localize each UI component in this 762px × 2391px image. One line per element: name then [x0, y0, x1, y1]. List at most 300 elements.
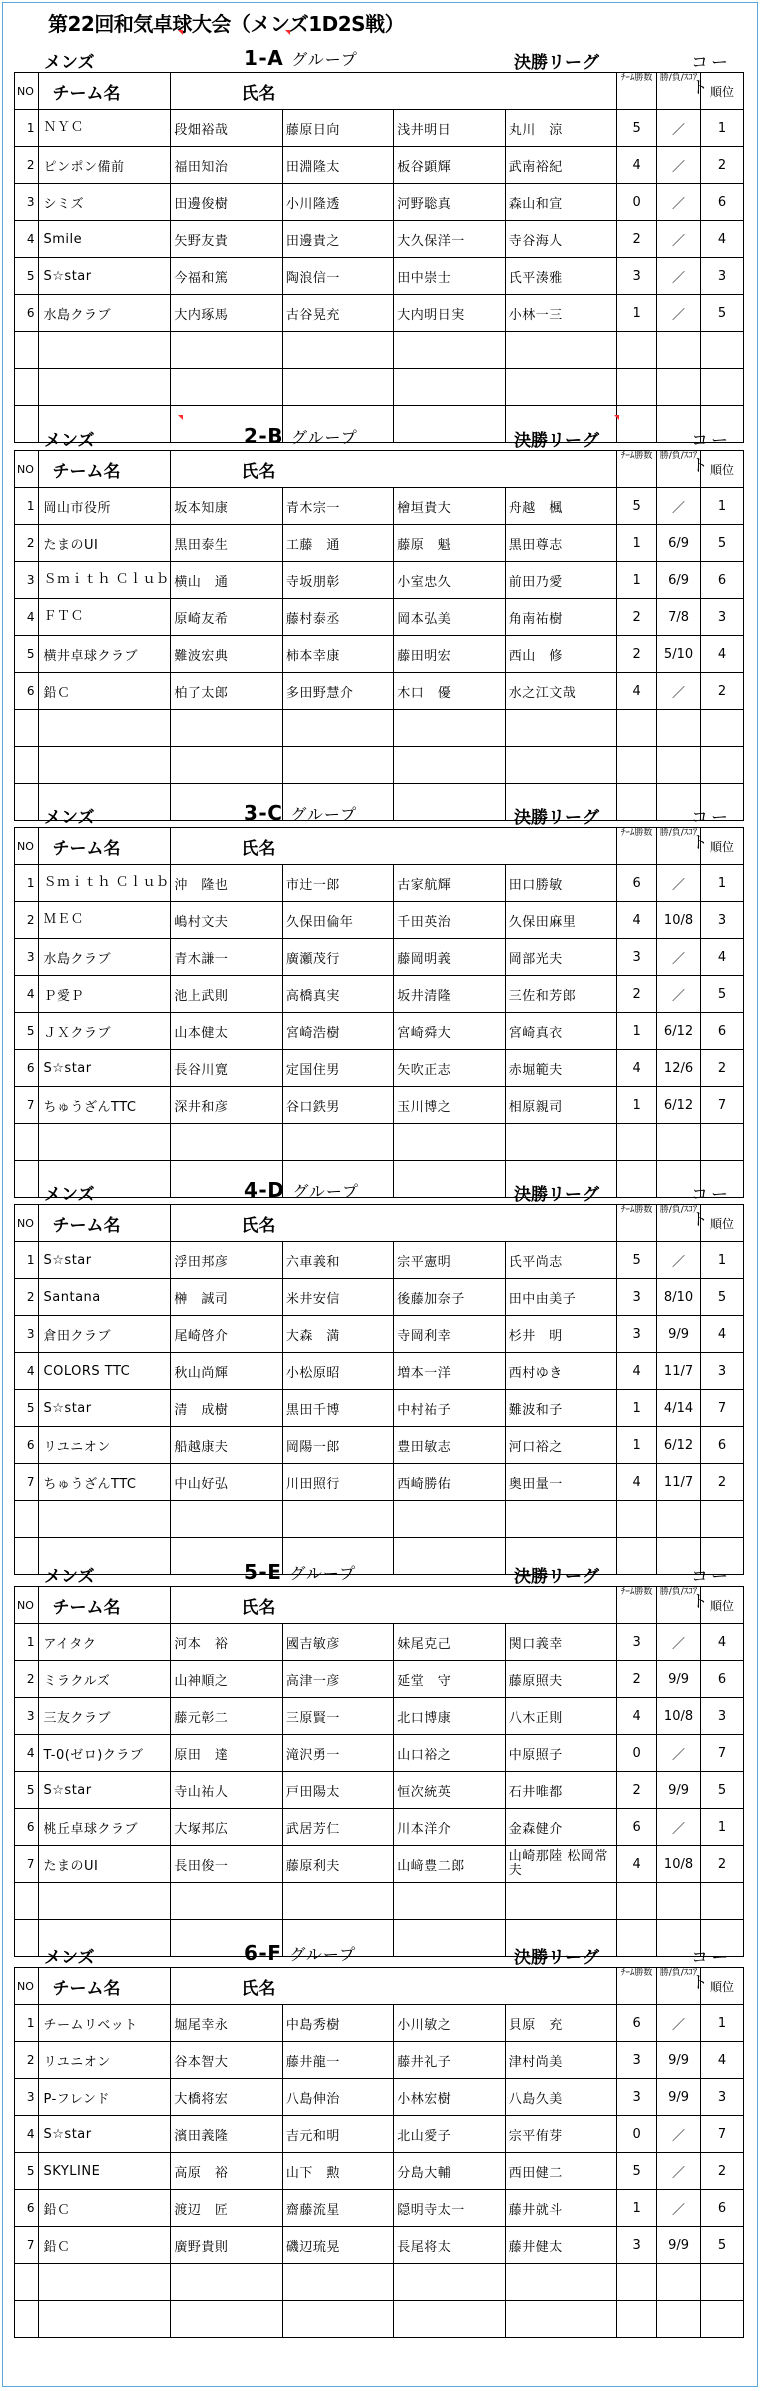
- group-5-e: [14, 1556, 744, 1957]
- comment-marker-icon: [285, 30, 290, 35]
- table-row: [15, 1772, 744, 1809]
- row-no: 1: [15, 1242, 39, 1279]
- score: 10/8: [657, 902, 701, 939]
- row-no: 3: [15, 184, 39, 221]
- team-name: 鉛Ｃ: [38, 673, 171, 710]
- player-name: 高原 裕: [171, 2153, 282, 2190]
- group-table: [14, 1967, 744, 2338]
- blank-cell: [171, 332, 282, 369]
- blank-cell: [38, 2264, 171, 2301]
- rank: 7: [701, 1087, 744, 1124]
- blank-cell: [38, 2301, 171, 2338]
- blank-cell: [38, 1501, 171, 1538]
- player-name: 西崎勝佑: [394, 1464, 505, 1501]
- table-row: [15, 1624, 744, 1661]
- group-id: 6-F: [244, 1941, 282, 1965]
- player-name: 森山和宣: [505, 184, 616, 221]
- rank: 6: [701, 1013, 744, 1050]
- player-name: 高橋真実: [282, 976, 393, 1013]
- rank: 3: [701, 1698, 744, 1735]
- player-name: 石井唯都: [505, 1772, 616, 1809]
- table-row: [15, 2190, 744, 2227]
- player-name: 宮崎浩樹: [282, 1013, 393, 1050]
- row-no: 7: [15, 1087, 39, 1124]
- player-name: 浅井明日: [394, 110, 505, 147]
- rank: 2: [701, 147, 744, 184]
- player-name: 矢野友貴: [171, 221, 282, 258]
- player-name: 三原賢一: [282, 1698, 393, 1735]
- row-no: 3: [15, 939, 39, 976]
- table-row: [15, 1809, 744, 1846]
- table-row: [15, 939, 744, 976]
- team-wins: 1: [617, 562, 657, 599]
- group-name: [244, 46, 358, 70]
- blank-cell: [701, 2301, 744, 2338]
- player-name: 隠明寺太一: [394, 2190, 505, 2227]
- team-wins: 3: [617, 939, 657, 976]
- group-table: [14, 1586, 744, 1957]
- score: 9/9: [657, 2227, 701, 2264]
- team-name: COLORS TTC: [38, 1353, 171, 1390]
- score: 6/12: [657, 1013, 701, 1050]
- table-row: [15, 2042, 744, 2079]
- rank: 1: [701, 1242, 744, 1279]
- blank-cell: [701, 1883, 744, 1920]
- mens-label: メンズ: [44, 53, 95, 73]
- team-name: SKYLINE: [38, 2153, 171, 2190]
- blank-cell: [657, 369, 701, 406]
- player-name: 青木宗一: [282, 488, 393, 525]
- player-name: 齋藤流星: [282, 2190, 393, 2227]
- team-name: 水島クラブ: [38, 295, 171, 332]
- team-name: ＮＹＣ: [38, 110, 171, 147]
- player-name: 藤岡明義: [394, 939, 505, 976]
- score: ／: [657, 2116, 701, 2153]
- team-wins: 2: [617, 636, 657, 673]
- blank-cell: [15, 710, 39, 747]
- col-names: 氏名: [171, 1587, 617, 1624]
- final-league-label: 決勝リーグ: [514, 808, 599, 828]
- rank: 7: [701, 2116, 744, 2153]
- row-no: 2: [15, 1661, 39, 1698]
- score: 9/9: [657, 1661, 701, 1698]
- group-id: 1-A: [244, 46, 284, 70]
- blank-cell: [394, 332, 505, 369]
- blank-cell: [657, 2264, 701, 2301]
- blank-cell: [617, 1501, 657, 1538]
- team-name: S☆star: [38, 1772, 171, 1809]
- player-name: 六車義和: [282, 1242, 393, 1279]
- player-name: 大森 満: [282, 1316, 393, 1353]
- header-row: [15, 1968, 744, 2005]
- comment-marker-icon: [614, 415, 619, 420]
- score: ／: [657, 295, 701, 332]
- player-name: 柿本幸康: [282, 636, 393, 673]
- team-wins: 1: [617, 1427, 657, 1464]
- score: ／: [657, 2190, 701, 2227]
- col-team: チーム名: [38, 1587, 171, 1624]
- blank-cell: [505, 747, 616, 784]
- team-wins: 1: [617, 1390, 657, 1427]
- player-name: 中島秀樹: [282, 2005, 393, 2042]
- group-suffix: グループ: [289, 1564, 357, 1583]
- player-name: 谷口鉄男: [282, 1087, 393, 1124]
- score: 9/9: [657, 1772, 701, 1809]
- row-no: 4: [15, 599, 39, 636]
- team-name: S☆star: [38, 1050, 171, 1087]
- blank-cell: [505, 2264, 616, 2301]
- blank-cell: [505, 332, 616, 369]
- team-wins: 2: [617, 976, 657, 1013]
- team-name: 水島クラブ: [38, 939, 171, 976]
- player-name: 北口博康: [394, 1698, 505, 1735]
- blank-row: [15, 710, 744, 747]
- rank: 5: [701, 2227, 744, 2264]
- player-name: 磯辺琉晃: [282, 2227, 393, 2264]
- player-name: 岡部光夫: [505, 939, 616, 976]
- player-name: 岡陽一郎: [282, 1427, 393, 1464]
- team-name: 鉛Ｃ: [38, 2227, 171, 2264]
- blank-cell: [171, 1883, 282, 1920]
- blank-cell: [15, 332, 39, 369]
- team-wins: 2: [617, 1661, 657, 1698]
- group-4-d: [14, 1174, 744, 1575]
- blank-cell: [171, 2264, 282, 2301]
- player-name: 米井安信: [282, 1279, 393, 1316]
- blank-cell: [171, 1501, 282, 1538]
- player-name: 恒次統英: [394, 1772, 505, 1809]
- player-name: 延堂 守: [394, 1661, 505, 1698]
- blank-cell: [617, 710, 657, 747]
- team-wins: 0: [617, 2116, 657, 2153]
- group-suffix: グループ: [292, 1182, 360, 1201]
- player-name: 藤田明宏: [394, 636, 505, 673]
- team-name: S☆star: [38, 1242, 171, 1279]
- player-name: 黒田尊志: [505, 525, 616, 562]
- table-row: [15, 2153, 744, 2190]
- player-name: 堀尾幸永: [171, 2005, 282, 2042]
- player-name: 坂本知康: [171, 488, 282, 525]
- player-name: 川田照行: [282, 1464, 393, 1501]
- mens-label: メンズ: [44, 1567, 95, 1587]
- player-name: 氏平湊雅: [505, 258, 616, 295]
- player-name: 河本 裕: [171, 1624, 282, 1661]
- col-team-wins: ﾁｰﾑ勝数: [617, 1205, 657, 1242]
- group-suffix: グループ: [291, 50, 358, 69]
- row-no: 2: [15, 2042, 39, 2079]
- group-id: 4-D: [244, 1178, 285, 1202]
- player-name: 藤村泰丞: [282, 599, 393, 636]
- score: 9/9: [657, 2079, 701, 2116]
- row-no: 2: [15, 525, 39, 562]
- blank-cell: [171, 2301, 282, 2338]
- player-name: 廣瀬茂行: [282, 939, 393, 976]
- group-suffix: グループ: [290, 805, 358, 824]
- player-name: 古家航輝: [394, 865, 505, 902]
- header-row: [15, 1587, 744, 1624]
- score: 6/12: [657, 1087, 701, 1124]
- team-wins: 4: [617, 902, 657, 939]
- blank-cell: [617, 1124, 657, 1161]
- row-no: 1: [15, 110, 39, 147]
- player-name: 濱田義隆: [171, 2116, 282, 2153]
- player-name: 原田 達: [171, 1735, 282, 1772]
- final-league-label: 決勝リーグ: [514, 1567, 599, 1587]
- player-name: 小林一三: [505, 295, 616, 332]
- player-name: 山神順之: [171, 1661, 282, 1698]
- score: ／: [657, 184, 701, 221]
- team-name: ピンポン備前: [38, 147, 171, 184]
- team-name: 岡山市役所: [38, 488, 171, 525]
- court-label: コート: [691, 808, 731, 853]
- blank-cell: [701, 710, 744, 747]
- blank-cell: [15, 1124, 39, 1161]
- player-name: 山口裕之: [394, 1735, 505, 1772]
- team-wins: 3: [617, 2042, 657, 2079]
- table-row: [15, 1846, 744, 1883]
- team-name: ミラクルズ: [38, 1661, 171, 1698]
- row-no: 7: [15, 1846, 39, 1883]
- player-name: 藤原利夫: [282, 1846, 393, 1883]
- rank: 4: [701, 1316, 744, 1353]
- player-name: 船越康夫: [171, 1427, 282, 1464]
- row-no: 3: [15, 562, 39, 599]
- rank: 1: [701, 488, 744, 525]
- table-row: [15, 865, 744, 902]
- player-name: 八島伸治: [282, 2079, 393, 2116]
- player-name: 増本一洋: [394, 1353, 505, 1390]
- group-1-a: [14, 42, 744, 443]
- team-name: Smile: [38, 221, 171, 258]
- row-no: 3: [15, 2079, 39, 2116]
- table-row: [15, 636, 744, 673]
- score: ／: [657, 1735, 701, 1772]
- blank-cell: [171, 710, 282, 747]
- rank: 1: [701, 1809, 744, 1846]
- row-no: 3: [15, 1698, 39, 1735]
- team-wins: 4: [617, 1353, 657, 1390]
- team-wins: 6: [617, 1809, 657, 1846]
- blank-cell: [394, 2264, 505, 2301]
- team-wins: 3: [617, 258, 657, 295]
- rank: 7: [701, 1735, 744, 1772]
- row-no: 7: [15, 2227, 39, 2264]
- player-name: 藤井礼子: [394, 2042, 505, 2079]
- final-league-label: 決勝リーグ: [514, 53, 599, 73]
- col-team: チーム名: [38, 828, 171, 865]
- blank-cell: [394, 1883, 505, 1920]
- blank-cell: [657, 747, 701, 784]
- header-row: [15, 828, 744, 865]
- blank-cell: [505, 1883, 616, 1920]
- player-name: 妹尾克己: [394, 1624, 505, 1661]
- rank: 4: [701, 2042, 744, 2079]
- comment-marker-icon: [178, 30, 183, 35]
- row-no: 5: [15, 636, 39, 673]
- row-no: 1: [15, 865, 39, 902]
- player-name: 藤井健太: [505, 2227, 616, 2264]
- table-row: [15, 2227, 744, 2264]
- team-name: T-0(ゼロ)クラブ: [38, 1735, 171, 1772]
- score: 9/9: [657, 2042, 701, 2079]
- team-name: 横井卓球クラブ: [38, 636, 171, 673]
- score: ／: [657, 1809, 701, 1846]
- player-name: 檜垣貴大: [394, 488, 505, 525]
- team-name: 倉田クラブ: [38, 1316, 171, 1353]
- score: ／: [657, 147, 701, 184]
- score: 9/9: [657, 1316, 701, 1353]
- col-team: チーム名: [38, 451, 171, 488]
- player-name: 宮崎真衣: [505, 1013, 616, 1050]
- team-name: たまのUI: [38, 525, 171, 562]
- group-6-f: [14, 1937, 744, 2338]
- blank-cell: [15, 2264, 39, 2301]
- blank-cell: [394, 1124, 505, 1161]
- col-rank: 順位: [701, 451, 744, 488]
- player-name: 田邊貴之: [282, 221, 393, 258]
- table-row: [15, 2116, 744, 2153]
- rank: 2: [701, 1846, 744, 1883]
- table-row: [15, 1390, 744, 1427]
- row-no: 2: [15, 1279, 39, 1316]
- player-name: 山下 勲: [282, 2153, 393, 2190]
- group-table: [14, 827, 744, 1198]
- table-row: [15, 221, 744, 258]
- player-name: 深井和彦: [171, 1087, 282, 1124]
- col-team-wins: ﾁｰﾑ勝数: [617, 828, 657, 865]
- team-name: ちゅうざんTTC: [38, 1464, 171, 1501]
- rank: 2: [701, 2153, 744, 2190]
- blank-cell: [701, 1124, 744, 1161]
- team-name: 鉛Ｃ: [38, 2190, 171, 2227]
- player-name: 氏平尚志: [505, 1242, 616, 1279]
- col-names: 氏名: [171, 1205, 617, 1242]
- player-name: 藤原 魁: [394, 525, 505, 562]
- blank-cell: [171, 747, 282, 784]
- player-name: 小室忠久: [394, 562, 505, 599]
- header-row: [15, 73, 744, 110]
- team-name: Ｓｍｉｔｈ Ｃｌｕｂ: [38, 562, 171, 599]
- player-name: 大内明日実: [394, 295, 505, 332]
- player-name: 浮田邦彦: [171, 1242, 282, 1279]
- player-name: 岡本弘美: [394, 599, 505, 636]
- team-wins: 0: [617, 1735, 657, 1772]
- team-name: 桃丘卓球クラブ: [38, 1809, 171, 1846]
- team-name: S☆star: [38, 2116, 171, 2153]
- table-row: [15, 1661, 744, 1698]
- blank-cell: [171, 369, 282, 406]
- team-wins: 6: [617, 865, 657, 902]
- score: 12/6: [657, 1050, 701, 1087]
- group-name: [244, 424, 358, 448]
- rank: 2: [701, 673, 744, 710]
- team-name: P-フレンド: [38, 2079, 171, 2116]
- team-name: Ｓｍｉｔｈ Ｃｌｕｂ: [38, 865, 171, 902]
- player-name: 清 成樹: [171, 1390, 282, 1427]
- rank: 3: [701, 258, 744, 295]
- team-wins: 1: [617, 295, 657, 332]
- blank-row: [15, 369, 744, 406]
- player-name: 杉井 明: [505, 1316, 616, 1353]
- team-wins: 5: [617, 1242, 657, 1279]
- player-name: 高津一彦: [282, 1661, 393, 1698]
- row-no: 7: [15, 1464, 39, 1501]
- row-no: 5: [15, 258, 39, 295]
- blank-cell: [171, 1124, 282, 1161]
- row-no: 6: [15, 295, 39, 332]
- player-name: 國吉敏彦: [282, 1624, 393, 1661]
- player-name: 難波和子: [505, 1390, 616, 1427]
- team-name: S☆star: [38, 1390, 171, 1427]
- player-name: 関口義幸: [505, 1624, 616, 1661]
- player-name: 田中崇士: [394, 258, 505, 295]
- team-wins: 1: [617, 1087, 657, 1124]
- player-name: 中山好弘: [171, 1464, 282, 1501]
- group-3-c: [14, 797, 744, 1198]
- team-wins: 1: [617, 1013, 657, 1050]
- rank: 5: [701, 525, 744, 562]
- table-row: [15, 976, 744, 1013]
- blank-cell: [282, 1883, 393, 1920]
- col-team: チーム名: [38, 1968, 171, 2005]
- player-name: 寺岡利幸: [394, 1316, 505, 1353]
- player-name: 久保田倫年: [282, 902, 393, 939]
- table-row: [15, 1316, 744, 1353]
- player-name: 河野聡真: [394, 184, 505, 221]
- team-name: Ｐ愛Ｐ: [38, 976, 171, 1013]
- score: 10/8: [657, 1846, 701, 1883]
- page-title: 第22回和気卓球大会（メンズ1D2S戦）: [48, 12, 405, 36]
- player-name: 河口裕之: [505, 1427, 616, 1464]
- team-wins: 4: [617, 1846, 657, 1883]
- player-name: 長谷川寛: [171, 1050, 282, 1087]
- player-name: 寺坂朋彰: [282, 562, 393, 599]
- player-name: 吉元和明: [282, 2116, 393, 2153]
- player-name: 定国住男: [282, 1050, 393, 1087]
- player-name: 廣野貴則: [171, 2227, 282, 2264]
- group-suffix: グループ: [289, 1945, 357, 1964]
- team-wins: 3: [617, 2079, 657, 2116]
- team-wins: 3: [617, 1316, 657, 1353]
- blank-row: [15, 1501, 744, 1538]
- score: 6/12: [657, 1427, 701, 1464]
- blank-cell: [701, 332, 744, 369]
- player-name: 藤原照夫: [505, 1661, 616, 1698]
- table-row: [15, 1242, 744, 1279]
- blank-cell: [701, 2264, 744, 2301]
- row-no: 6: [15, 673, 39, 710]
- player-name: 長田俊一: [171, 1846, 282, 1883]
- rank: 5: [701, 295, 744, 332]
- blank-cell: [657, 710, 701, 747]
- team-wins: 5: [617, 488, 657, 525]
- player-name: 宗平侑芽: [505, 2116, 616, 2153]
- team-wins: 0: [617, 184, 657, 221]
- team-name: シミズ: [38, 184, 171, 221]
- mens-label: メンズ: [44, 1185, 95, 1205]
- col-no: NO: [15, 73, 39, 110]
- blank-cell: [282, 1501, 393, 1538]
- court-label: コート: [691, 1185, 731, 1230]
- row-no: 4: [15, 1353, 39, 1390]
- team-wins: 4: [617, 1464, 657, 1501]
- group-name: [244, 1178, 359, 1202]
- player-name: 田口勝敏: [505, 865, 616, 902]
- col-rank: 順位: [701, 1968, 744, 2005]
- rank: 6: [701, 1661, 744, 1698]
- player-name: 水之江文哉: [505, 673, 616, 710]
- row-no: 5: [15, 2153, 39, 2190]
